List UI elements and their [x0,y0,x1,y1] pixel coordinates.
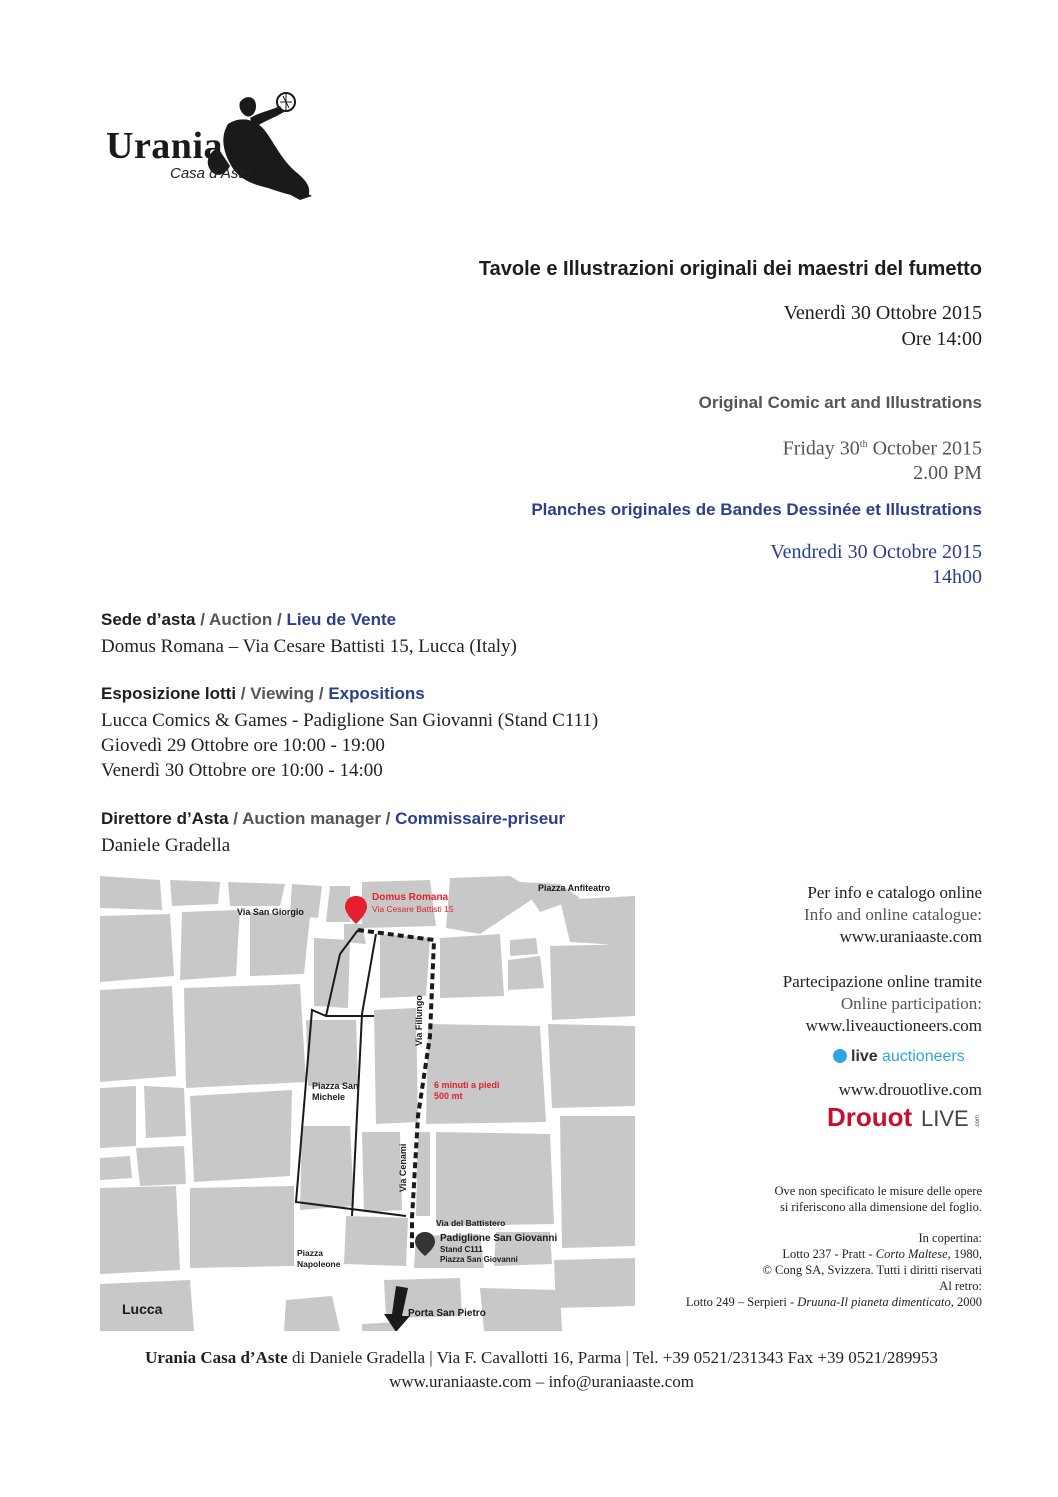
direttore-value: Daniele Gradella [101,835,231,856]
date-italian [784,300,982,352]
back-lot: Lotto 249 – Serpieri - Druuna-Il pianeta dimenticato, 2000 [685,1295,982,1309]
map-label-walk-time: 6 minuti a piedi [434,1080,500,1090]
liveauctioneers-logo [832,1045,982,1067]
drouot-logo-com: .com [975,1114,981,1128]
cover-label: In copertina: [918,1231,982,1245]
cover-credits [686,1230,982,1310]
logo-wordmark: Urania [106,125,223,167]
title-english: Original Comic art and Illustrations [698,393,982,412]
direttore-label: Direttore d’Asta / Auction manager / Commissaire-priseur [101,809,566,828]
esposizione-line: Giovedì 29 Ottobre ore 10:00 - 19:00 [101,735,385,756]
cover-rights: © Cong SA, Svizzera. Tutti i diritti riservati [762,1263,982,1277]
cover-lot: Lotto 237 - Pratt - Corto Maltese, 1980, [782,1247,982,1261]
info-label-italian: Per info e catalogo online [807,883,982,902]
map-label-piazza-san-michele-2: Michele [312,1092,346,1102]
esposizione-label: Esposizione lotti / Viewing / Expositions [101,684,425,703]
map-label-via-san-giorgio: Via San Giorgio [237,907,304,917]
title-french: Planches originales de Bandes Dessinée et Illustrations [531,500,982,519]
esposizione-line: Venerdì 30 Ottobre ore 10:00 - 14:00 [101,760,383,781]
map-label-domus: Domus Romana [372,892,449,903]
date-italian-time: Ore 14:00 [901,328,982,350]
map-label-domus-address: Via Cesare Battisti 15 [372,904,454,914]
measurement-note: Ove non specificato le misure delle opere si riferiscono alla dimensione del foglio. [774,1184,982,1214]
date-english-time: 2.00 PM [913,461,982,484]
drouot-logo-live: LIVE [921,1106,969,1131]
map-label-city: Lucca [122,1301,163,1317]
liveauctioneers-link[interactable]: www.liveauctioneers.com [805,1016,982,1035]
title-italian: Tavole e Illustrazioni originali dei maestri del fumetto [478,258,982,280]
info-label-english: Info and online catalogue: [804,905,982,924]
liveauctioneers-dot-icon [833,1049,847,1063]
map-label-piazza-san-giovanni: Piazza San Giovanni [440,1255,518,1264]
participation-label-english: Online participation: [840,994,982,1013]
map-label-walk-distance: 500 mt [434,1091,463,1101]
website-link[interactable]: www.uraniaaste.com [839,927,982,946]
la-logo-live: live [851,1048,878,1065]
footer-contacts[interactable]: www.uraniaaste.com – info@uraniaaste.com [389,1372,694,1391]
participation-label-italian: Partecipazione online tramite [782,972,982,991]
date-french [770,540,982,590]
map-label-via-fillungo: Via Fillungo [414,995,424,1046]
drouotlive-logo [827,1100,982,1132]
date-english-day: Friday 30th October 2015 [782,437,982,460]
map-label-piazza-napoleone-2: Napoleone [297,1259,341,1269]
back-label: Al retro: [939,1279,982,1293]
logo-subtitle: Casa d’Aste [170,165,251,182]
drouotlive-link[interactable]: www.drouotlive.com [838,1080,982,1099]
map-label-via-cenami: Via Cenami [398,1143,408,1192]
esposizione-value [101,708,598,783]
map-label-via-battistero: Via del Battistero [436,1218,506,1228]
map-label-padiglione: Padiglione San Giovanni [440,1233,558,1244]
date-english [783,433,982,485]
location-map [100,876,635,1331]
map-label-porta-san-pietro: Porta San Pietro [408,1308,486,1319]
map-label-piazza-san-michele: Piazza San [312,1081,359,1091]
la-logo-auctioneers: auctioneers [882,1048,965,1065]
date-french-time: 14h00 [932,566,982,588]
date-italian-day: Venerdì 30 Ottobre 2015 [783,302,982,324]
sede-label: Sede d’asta / Auction / Lieu de Vente [101,610,397,629]
footer-address: Urania Casa d’Aste di Daniele Gradella | Via F. Cavallotti 16, Parma | Tel. +39 0521/231343 Fax +39 0521/289953 [145,1348,938,1367]
esposizione-line: Lucca Comics & Games - Padiglione San Giovanni (Stand C111) [101,710,599,731]
map-label-piazza-anfiteatro: Piazza Anfiteatro [538,883,611,893]
drouot-logo-main: Drouot [827,1102,913,1132]
map-label-stand: Stand C111 [440,1245,483,1254]
map-label-piazza-napoleone: Piazza [297,1248,323,1258]
date-french-day: Vendredi 30 Octobre 2015 [770,541,982,563]
sede-value: Domus Romana – Via Cesare Battisti 15, Lucca (Italy) [101,636,517,657]
